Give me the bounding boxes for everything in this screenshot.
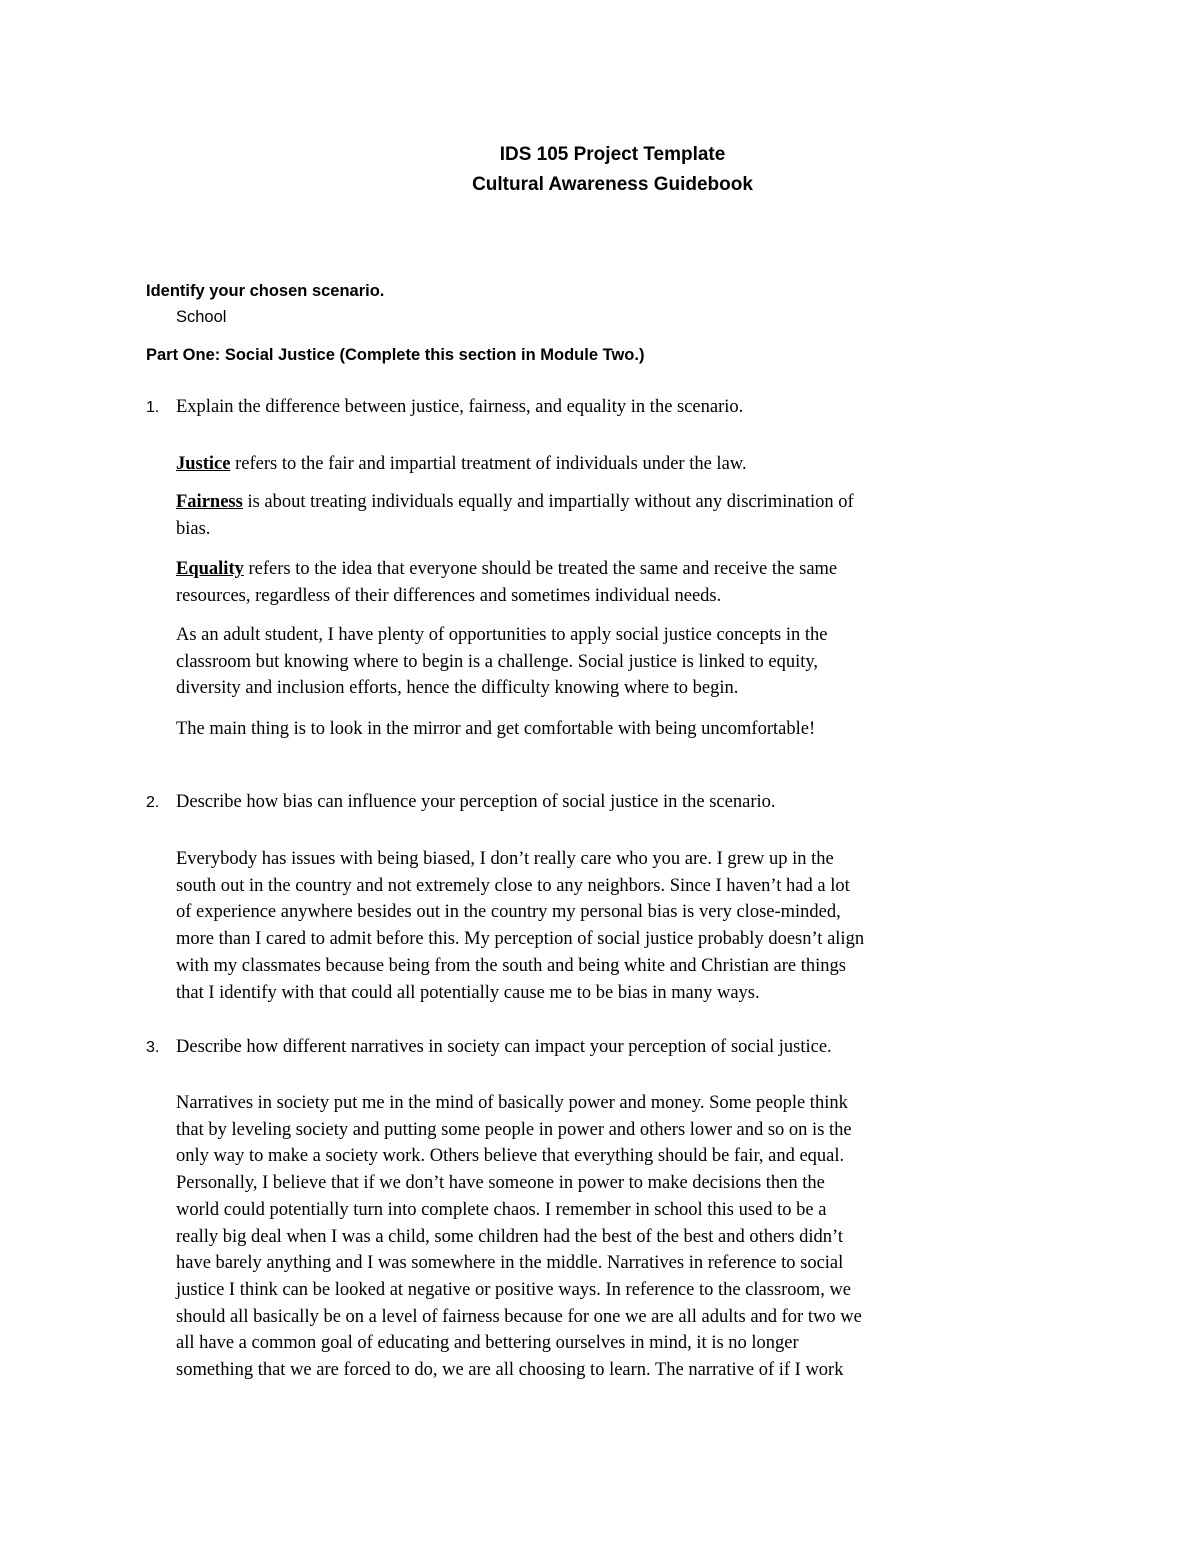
bias-answer-paragraph xyxy=(176,846,1076,1006)
scenario-heading: Identify your chosen scenario. xyxy=(146,282,385,300)
question-number: 3. xyxy=(146,1039,160,1056)
question-1 xyxy=(146,397,743,418)
paragraph-line: should all basically be on a level of fairness because for one we are all adults and for two we xyxy=(176,1306,862,1327)
paragraph-line: Everybody has issues with being biased, I don’t really care who you are. I grew up in the xyxy=(176,849,834,869)
paragraph-line: something that we are forced to do, we are all choosing to learn. The narrative of if I work xyxy=(176,1360,844,1381)
paragraph-line: south out in the country and not extremely close to any neighbors. Since I haven’t had a lot xyxy=(176,875,850,896)
paragraph-line: that I identify with that could all potentially cause me to be bias in many ways. xyxy=(176,982,760,1003)
paragraph-line: justice I think can be looked at negative or positive ways. In reference to the classroom, we xyxy=(176,1279,852,1300)
question-text: Describe how bias can influence your perception of social justice in the scenario. xyxy=(176,792,776,812)
justice-definition xyxy=(176,451,1076,478)
question-text: Explain the difference between justice, fairness, and equality in the scenario. xyxy=(176,397,744,417)
equality-text-line: resources, regardless of their differences and sometimes individual needs. xyxy=(176,585,722,606)
paragraph-line: Personally, I believe that if we don’t have someone in power to make decisions then the xyxy=(176,1173,825,1194)
fairness-term: Fairness xyxy=(176,492,243,512)
fairness-definition xyxy=(176,489,1076,542)
fairness-text-line: is about treating individuals equally and impartially without any discrimination of xyxy=(242,492,854,512)
document-title: IDS 105 Project Template xyxy=(499,144,726,165)
main-thing-paragraph xyxy=(176,716,1076,743)
question-2 xyxy=(146,792,776,813)
equality-text-line: refers to the idea that everyone should be treated the same and receive the same xyxy=(243,559,838,579)
paragraph-line: classroom but knowing where to begin is a challenge. Social justice is linked to equity, xyxy=(176,651,819,672)
equality-definition xyxy=(176,556,1076,609)
question-number: 1. xyxy=(146,399,160,416)
document-subtitle: Cultural Awareness Guidebook xyxy=(472,174,753,195)
paragraph-line: really big deal when I was a child, some children had the best of the best and others didn’t xyxy=(176,1226,844,1247)
paragraph-line: Narratives in society put me in the mind of basically power and money. Some people think xyxy=(176,1093,848,1113)
paragraph-line: The main thing is to look in the mirror and get comfortable with being uncomfortable! xyxy=(176,719,816,739)
part-one-heading: Part One: Social Justice (Complete this section in Module Two.) xyxy=(146,346,645,364)
equality-term: Equality xyxy=(176,559,244,579)
paragraph-line: diversity and inclusion efforts, hence the difficulty knowing where to begin. xyxy=(176,678,739,699)
question-text: Describe how different narratives in society can impact your perception of social justice. xyxy=(176,1037,832,1057)
paragraph-line: As an adult student, I have plenty of opportunities to apply social justice concepts in the xyxy=(176,625,828,645)
paragraph-line: all have a common goal of educating and bettering ourselves in mind, it is no longer xyxy=(176,1333,799,1354)
paragraph-line: world could potentially turn into complete chaos. I remember in school this used to be a xyxy=(176,1199,827,1220)
paragraph-line: more than I cared to admit before this. My perception of social justice probably doesn’t align xyxy=(176,929,865,950)
paragraph-line: that by leveling society and putting some people in power and others lower and so on is the xyxy=(176,1119,852,1140)
justice-term: Justice xyxy=(176,454,231,474)
scenario-answer: School xyxy=(176,308,227,326)
paragraph-line: of experience anywhere besides out in the country my personal bias is very close-minded, xyxy=(176,902,841,923)
paragraph-line: only way to make a society work. Others believe that everything should be fair, and equal. xyxy=(176,1146,845,1167)
narratives-answer-paragraph xyxy=(176,1090,1076,1384)
justice-text: refers to the fair and impartial treatment of individuals under the law. xyxy=(230,454,747,474)
question-number: 2. xyxy=(146,794,160,811)
fairness-text-line: bias. xyxy=(176,518,211,539)
question-3 xyxy=(146,1037,832,1058)
adult-student-paragraph xyxy=(176,622,1076,702)
paragraph-line: have barely anything and I was somewhere in the middle. Narratives in reference to social xyxy=(176,1253,844,1274)
paragraph-line: with my classmates because being from the south and being white and Christian are things xyxy=(176,955,846,976)
